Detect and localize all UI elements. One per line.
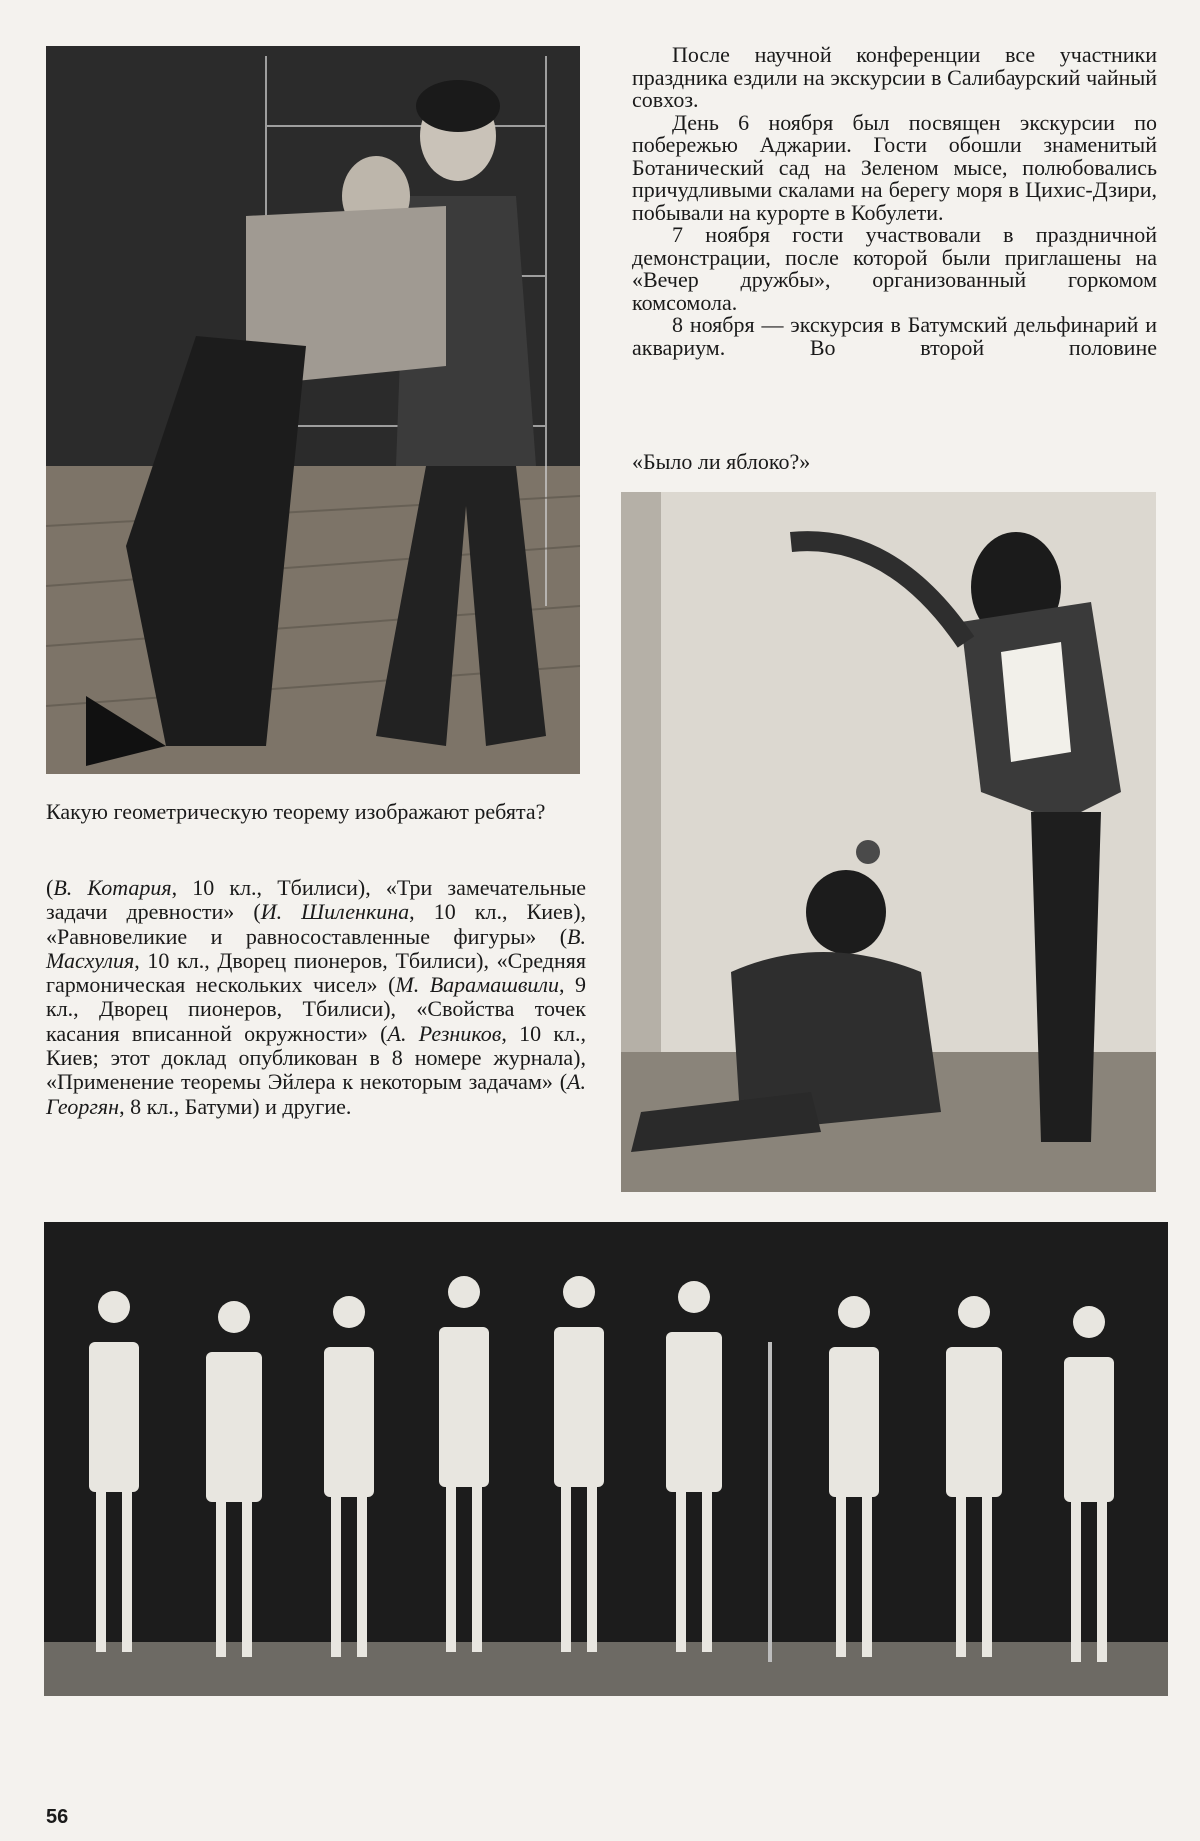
caption-geometry-question: Какую геометрическую теорему изображают ребята? bbox=[46, 799, 546, 824]
photo-boys-geometry-theorem bbox=[46, 46, 580, 774]
page-number: 56 bbox=[46, 1806, 69, 1828]
photo-was-there-an-apple bbox=[621, 492, 1156, 1192]
paragraph: День 6 ноября был посвящен экскурсии по побережью Аджарии. Гости обошли знаменитый Ботанический сад на Зеленом мысе, полюбовались причудливыми скалами на берегу моря в Цихис-Дзири, побывали на курорте в Кобулети. bbox=[632, 109, 1157, 225]
paragraph: (В. Котария, 10 кл., Тбилиси), «Три замечательные задачи древности» (И. Шиленкина, 10 кл., Киев), «Равновеликие и равносоставленные фигуры» (В. Масхулия, 10 кл., Дворец пионеров, Тбилиси), «Средняя гармоническая нескольких чисел» (М. Варамашвили, 9 кл., Дворец пионеров, Тбилиси), «Свойства точек касания вписанной окружности» (А. Резников, 10 кл., Киев; этот доклад опубликован в 8 номере журнала), «Применение теоремы Эйлера к некоторым задачам» (А. Георгян, 8 кл., Батуми) и другие. bbox=[46, 875, 587, 1119]
author-name: В. Котария bbox=[53, 875, 172, 900]
photo-two-boys-icon bbox=[46, 46, 580, 774]
author-name: М. Варамашвили bbox=[395, 972, 559, 998]
author-name: А. Резников bbox=[387, 1020, 502, 1046]
author-name: И. Шиленкина bbox=[260, 899, 410, 925]
paragraph: 8 ноября — экскурсия в Батумский дельфинарий и аквариум. Во второй половине bbox=[632, 312, 1157, 360]
author-name: В. Масхулия bbox=[46, 923, 586, 973]
photo-pioneers-on-stage bbox=[44, 1222, 1168, 1696]
photo-children-lineup-icon bbox=[44, 1222, 1168, 1696]
caption-apple: «Было ли яблоко?» bbox=[632, 449, 811, 474]
paragraph: После научной конференции все участники праздника ездили на экскурсии в Салибаурский чайный совхоз. bbox=[632, 42, 1157, 112]
paragraph: 7 ноября гости участвовали в праздничной демонстрации, после которой были приглашены на «Вечер дружбы», организованный горкомом комсомола. bbox=[632, 222, 1157, 315]
article-text-left bbox=[46, 876, 586, 1119]
author-name: А. Георгян bbox=[46, 1069, 586, 1119]
article-text-top-right bbox=[632, 44, 1157, 359]
photo-apple-scene-icon bbox=[621, 492, 1156, 1192]
